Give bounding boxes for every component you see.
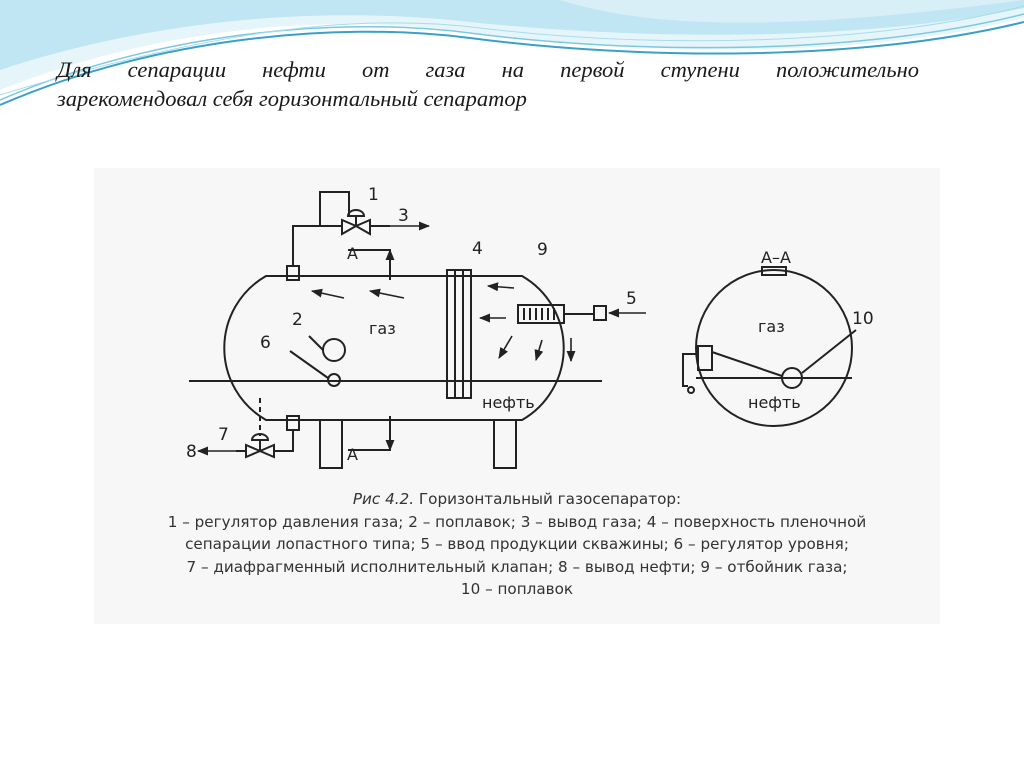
heading-line-2: зарекомендовал себя горизонтальный сепаратор — [57, 86, 527, 111]
caption-line-1: 1 – регулятор давления газа; 2 – поплавок; 3 – вывод газа; 4 – поверхность пленочной — [167, 512, 867, 531]
label-oil-section: нефть — [748, 393, 801, 412]
gas-regulator-valve — [342, 220, 356, 234]
number-3: 3 — [398, 206, 409, 226]
number-4: 4 — [472, 239, 483, 259]
label-section-a-top: А — [347, 244, 358, 263]
label-gas-section: газ — [758, 317, 785, 336]
label-section-a-bottom: А — [347, 445, 358, 464]
float-chamber — [698, 346, 712, 370]
label-section-title: А–А — [761, 248, 791, 267]
caption-title — [94, 488, 940, 511]
number-2: 2 — [292, 310, 303, 330]
label-gas: газ — [369, 319, 396, 338]
caption-title-prefix: Рис 4.2. — [352, 490, 415, 508]
heading-line-1: Для сепарации нефти от газа на первой ступени положительно — [57, 57, 919, 82]
number-10: 10 — [852, 309, 874, 329]
figure-caption — [94, 488, 940, 601]
number-5: 5 — [626, 289, 637, 309]
number-9: 9 — [537, 240, 548, 260]
support-leg-left — [320, 420, 342, 468]
number-8: 8 — [186, 442, 197, 462]
label-oil: нефть — [482, 393, 535, 412]
gas-outlet-nozzle — [287, 266, 299, 280]
separator-diagram — [94, 168, 940, 498]
slide-heading — [57, 55, 919, 113]
film-separation-surface — [447, 270, 471, 398]
inlet-nozzle — [594, 306, 606, 320]
number-6: 6 — [260, 333, 271, 353]
support-leg-right — [494, 420, 516, 468]
oil-outlet-nozzle — [287, 416, 299, 430]
caption-line-2: сепарации лопастного типа; 5 – ввод продукции скважины; 6 – регулятор уровня; — [185, 535, 849, 553]
number-7: 7 — [218, 425, 229, 445]
caption-line-4: 10 – поплавок — [460, 580, 574, 598]
caption-line-3: 7 – диафрагменный исполнительный клапан; 8 – вывод нефти; 9 – отбойник газа; — [186, 557, 848, 576]
caption-title-text: Горизонтальный газосепаратор: — [414, 490, 682, 508]
number-1: 1 — [368, 185, 379, 205]
float-2 — [323, 339, 345, 361]
